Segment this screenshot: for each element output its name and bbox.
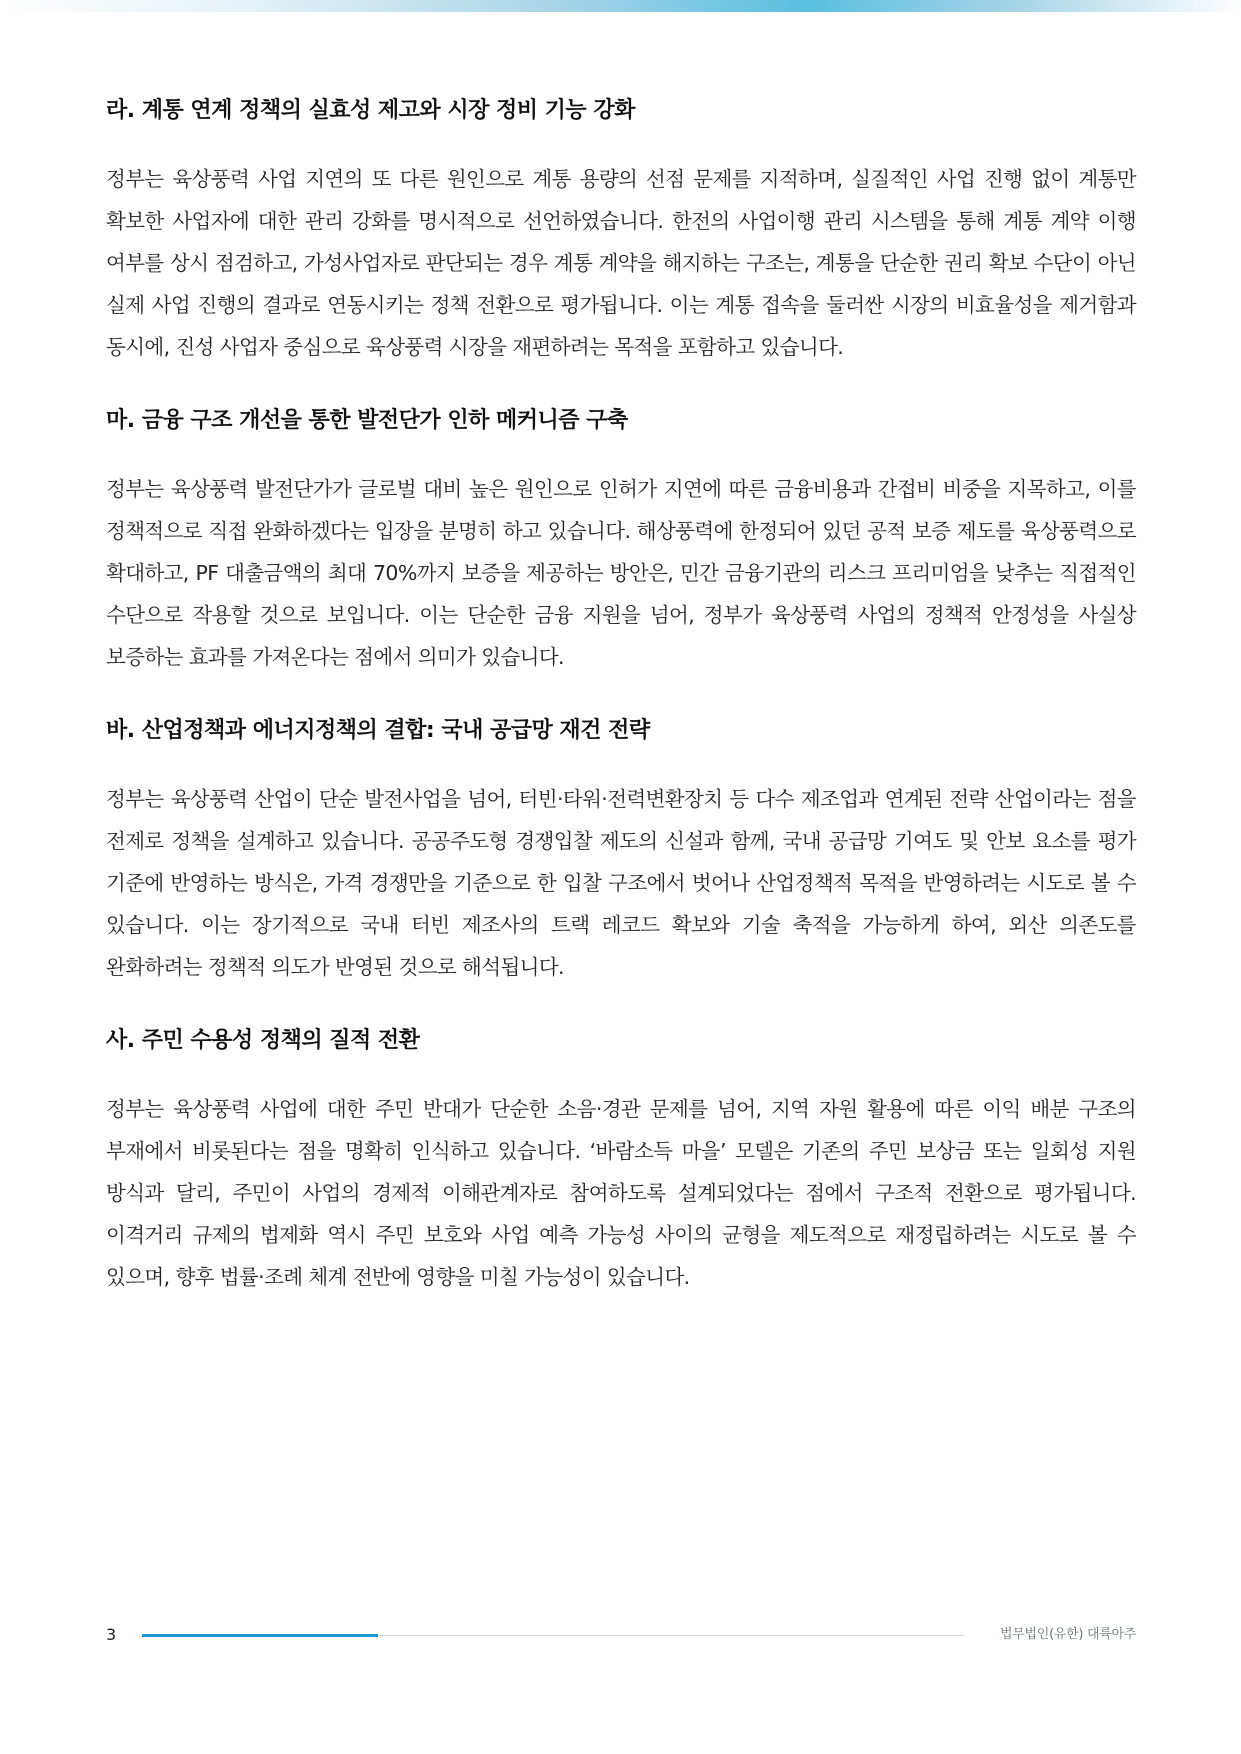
section-ra (106, 96, 1136, 368)
section-body: 정부는 육상풍력 발전단가가 글로벌 대비 높은 원인으로 인허가 지연에 따른 금융비용과 간접비 비중을 지목하고, 이를 정책적으로 직접 완화하겠다는 입장을 분명히 하고 있습니다. 해상풍력에 한정되어 있던 공적 보증 제도를 육상풍력으로 확대하고, PF 대출금액의 최대 70%까지 보증을 제공하는 방안은, 민간 금융기관의 리스크 프리미엄을 낮추는 직접적인 수단으로 작용할 것으로 보입니다. 이는 단순한 금융 지원을 넘어, 정부가 육상풍력 사업의 정책적 안정성을 사실상 보증하는 효과를 가져온다는 점에서 의미가 있습니다. (106, 477, 1136, 669)
section-sa (106, 1026, 1136, 1298)
top-gradient-bar (0, 0, 1241, 12)
section-title: 사. 주민 수용성 정책의 질적 전환 (106, 1028, 420, 1053)
page-footer (106, 1620, 1136, 1650)
section-ma (106, 406, 1136, 678)
section-title: 라. 계통 연계 정책의 실효성 제고와 시장 정비 기능 강화 (106, 98, 635, 123)
section-body: 정부는 육상풍력 사업 지연의 또 다른 원인으로 계통 용량의 선점 문제를 지적하며, 실질적인 사업 진행 없이 계통만 확보한 사업자에 대한 관리 강화를 명시적으로 선언하였습니다. 한전의 사업이행 관리 시스템을 통해 계통 계약 이행 여부를 상시 점검하고, 가성사업자로 판단되는 경우 계통 계약을 해지하는 구조는, 계통을 단순한 권리 확보 수단이 아닌 실제 사업 진행의 결과로 연동시키는 정책 전환으로 평가됩니다. 이는 계통 접속을 둘러싼 시장의 비효율성을 제거함과 동시에, 진성 사업자 중심으로 육상풍력 시장을 재편하려는 목적을 포함하고 있습니다. (106, 167, 1136, 359)
section-title: 마. 금융 구조 개선을 통한 발전단가 인하 메커니즘 구축 (106, 408, 628, 433)
section-body: 정부는 육상풍력 산업이 단순 발전사업을 넘어, 터빈·타워·전력변환장치 등 다수 제조업과 연계된 전략 산업이라는 점을 전제로 정책을 설계하고 있습니다. 공공주도형 경쟁입찰 제도의 신설과 함께, 국내 공급망 기여도 및 안보 요소를 평가 기준에 반영하는 방식은, 가격 경쟁만을 기준으로 한 입찰 구조에서 벗어나 산업정책적 목적을 반영하려는 시도로 볼 수 있습니다. 이는 장기적으로 국내 터빈 제조사의 트랙 레코드 확보와 기술 축적을 가능하게 하여, 외산 의존도를 완화하려는 정책적 의도가 반영된 것으로 해석됩니다. (106, 787, 1136, 979)
document-content (106, 96, 1136, 1336)
footer-firm-name: 법무법인(유한) 대륙아주 (1000, 1627, 1136, 1642)
section-title: 바. 산업정책과 에너지정책의 결합: 국내 공급망 재건 전략 (106, 718, 650, 743)
section-body: 정부는 육상풍력 사업에 대한 주민 반대가 단순한 소음·경관 문제를 넘어, 지역 자원 활용에 따른 이익 배분 구조의 부재에서 비롯된다는 점을 명확히 인식하고 있습니다. ‘바람소득 마을’ 모델은 기존의 주민 보상금 또는 일회성 지원 방식과 달리, 주민이 사업의 경제적 이해관계자로 참여하도록 설계되었다는 점에서 구조적 전환으로 평가됩니다. 이격거리 규제의 법제화 역시 주민 보호와 사업 예측 가능성 사이의 균형을 제도적으로 재정립하려는 시도로 볼 수 있으며, 향후 법률·조례 체계 전반에 영향을 미칠 가능성이 있습니다. (106, 1097, 1136, 1289)
page-number: 3 (106, 1625, 117, 1644)
section-ba (106, 716, 1136, 988)
footer-accent-line (142, 1634, 378, 1637)
